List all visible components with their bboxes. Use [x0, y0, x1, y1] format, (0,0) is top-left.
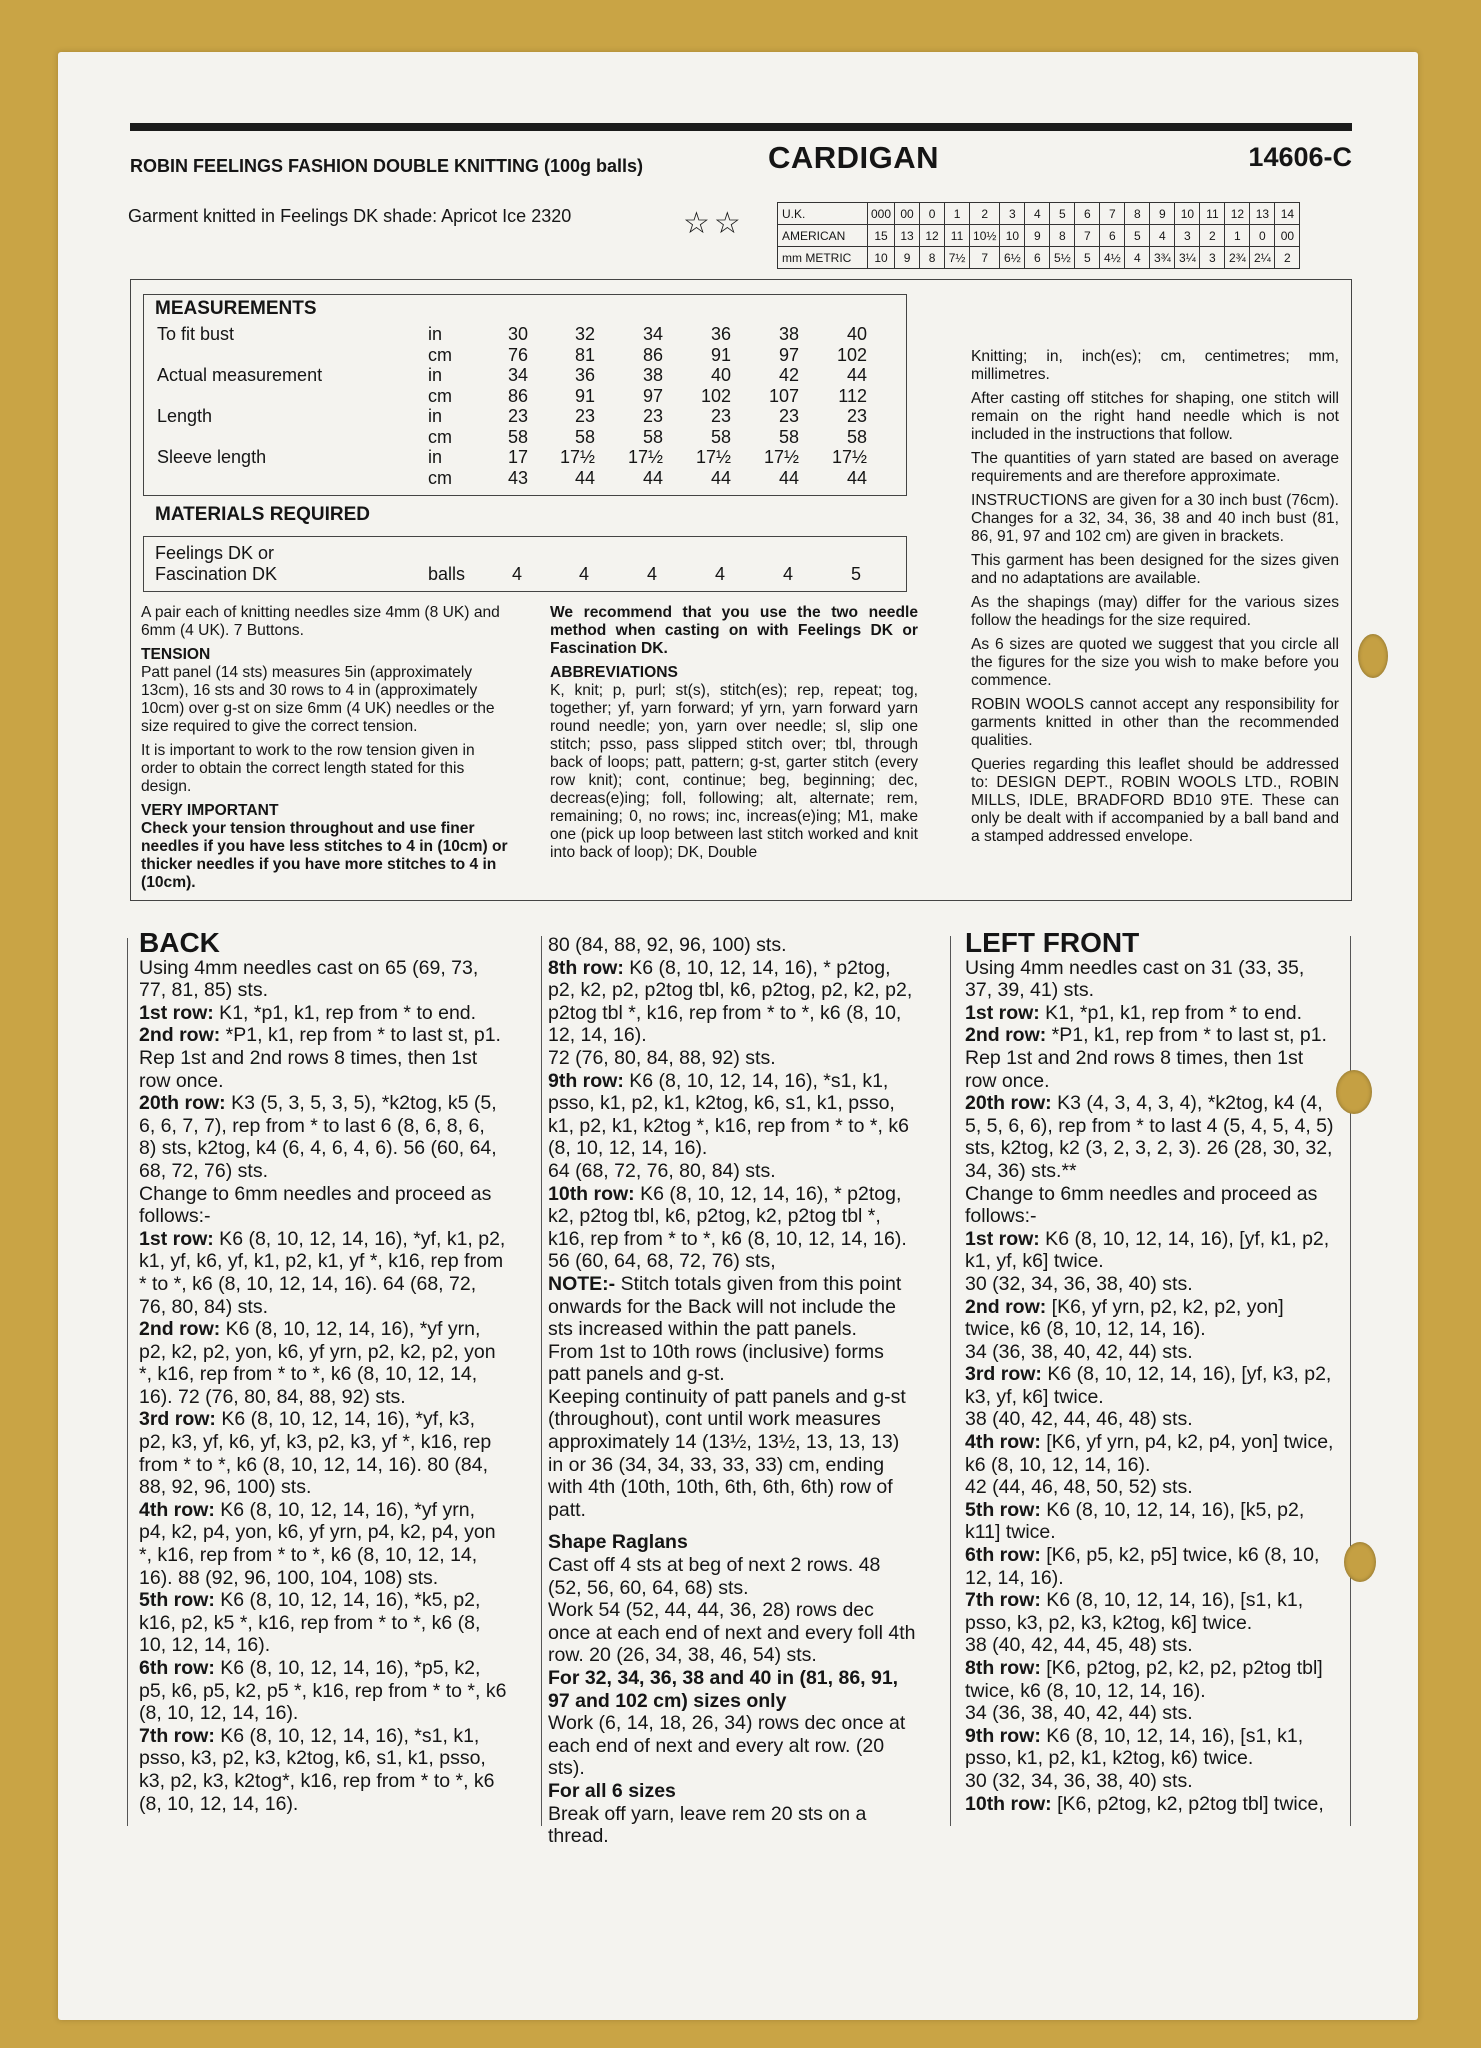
instruction-line	[965, 1589, 1335, 1634]
row-text: K6 (8, 10, 12, 14, 16), [yf, k1, p2, k1, yf, k6] twice.	[965, 1227, 1330, 1273]
instruction-line	[139, 1318, 507, 1408]
needle-table-row	[778, 203, 1300, 225]
row-text: K1, *p1, k1, rep from * to end.	[213, 1001, 477, 1024]
materials-title: MATERIALS REQUIRED	[155, 504, 370, 525]
needle-table-cell: 0	[920, 203, 945, 225]
instruction-line	[139, 1408, 507, 1498]
row-label: 1st row:	[965, 1227, 1040, 1250]
measurement-value: 91	[710, 344, 731, 365]
row-label: 9th row:	[548, 1069, 624, 1092]
measurement-unit: cm	[428, 385, 452, 406]
row-label: 8th row:	[548, 956, 624, 979]
instruction-line	[139, 1047, 507, 1092]
pattern-code: 14606-C	[1248, 142, 1352, 172]
instruction-line	[139, 1092, 507, 1182]
row-text: 80 (84, 88, 92, 96, 100) sts.	[548, 934, 787, 956]
measurement-value: 86	[642, 344, 663, 365]
row-text: 38 (40, 42, 44, 45, 48) sts.	[965, 1634, 1193, 1657]
instruction-line	[965, 1476, 1335, 1499]
needle-table-label: U.K.	[778, 203, 868, 225]
measurement-value: 86	[507, 385, 528, 406]
measurement-value: 17½	[627, 447, 663, 467]
instruction-line	[965, 1499, 1335, 1544]
left-front-section	[965, 927, 1335, 1815]
needle-table-cell: 2	[1200, 225, 1225, 247]
measurement-unit: cm	[428, 426, 452, 447]
measurement-value: 81	[574, 344, 595, 365]
row-label: 2nd row:	[965, 1024, 1047, 1047]
measurement-value: 17½	[559, 447, 595, 467]
needle-table-cell: 00	[1275, 225, 1300, 247]
measurement-value: 112	[838, 385, 867, 406]
needle-table-cell: 6	[1025, 247, 1050, 269]
row-text: Using 4mm needles cast on 31 (33, 35, 37, 39, 41) sts.	[965, 956, 1305, 1002]
needle-table-cell: 14	[1275, 203, 1300, 225]
instruction-line	[139, 1002, 507, 1025]
needle-table-cell: 5½	[1050, 247, 1075, 269]
row-text: [K6, p2tog, p2, k2, p2, p2tog tbl] twice, k6 (8, 10, 12, 14, 16).	[965, 1657, 1323, 1702]
instruction-line	[139, 1228, 507, 1318]
row-label: 20th row:	[965, 1092, 1052, 1115]
measurement-unit: in	[428, 324, 443, 344]
needle-table-cell: 2¼	[1250, 247, 1275, 269]
row-text: Rep 1st and 2nd rows 8 times, then 1st row once.	[965, 1046, 1304, 1092]
needle-table-cell: 8	[1050, 225, 1075, 247]
needle-table-cell: 00	[895, 203, 920, 225]
measurement-value: 23	[642, 406, 663, 426]
row-text: K6 (8, 10, 12, 14, 16), [s1, k1, psso, k3, p2, k3, k2tog, k6] twice.	[965, 1589, 1304, 1634]
raglans-text: Cast off 4 sts at beg of next 2 rows. 48 (52, 56, 60, 64, 68) sts.	[548, 1554, 881, 1599]
row-label: 1st row:	[139, 1001, 214, 1024]
instruction-line	[965, 1002, 1335, 1025]
instruction-line	[548, 957, 918, 1047]
abbreviations-heading: ABBREVIATIONS	[550, 664, 678, 681]
instruction-line	[965, 1092, 1335, 1182]
materials-value: 4	[647, 564, 658, 584]
row-text: 30 (32, 34, 36, 38, 40) sts.	[965, 1769, 1193, 1792]
row-text: 64 (68, 72, 76, 80, 84) sts.	[548, 1159, 776, 1182]
sizes-heading: For 32, 34, 36, 38 and 40 in (81, 86, 91, 97 and 102 cm) sizes only	[548, 1667, 899, 1712]
row-label: 7th row:	[139, 1724, 215, 1747]
measurement-value: 58	[710, 426, 731, 447]
needle-table-cell: 8	[920, 247, 945, 269]
needle-table-cell: 13	[1250, 203, 1275, 225]
needle-table-cell: 5	[1075, 247, 1100, 269]
instruction-line	[139, 1589, 507, 1657]
column-divider	[541, 936, 542, 1826]
needle-table-cell: 10	[1175, 203, 1200, 225]
needle-table-cell: 10	[1000, 225, 1025, 247]
row-label: 10th row:	[965, 1792, 1052, 1815]
needle-table-cell: 8	[1125, 203, 1150, 225]
instruction-line	[965, 1431, 1335, 1476]
note-instructions: INSTRUCTIONS are given for a 30 inch bust (76cm). Changes for a 32, 34, 36, 38 and 40 inch bust (81, 86, 91, 97 and 102 cm) are given in brackets.	[971, 492, 1339, 545]
measurement-value: 58	[507, 426, 528, 447]
needle-table-cell: 5	[1050, 203, 1075, 225]
needle-table-cell: 0	[1250, 225, 1275, 247]
needle-table-cell: 4	[1150, 225, 1175, 247]
needle-table-cell: 9	[1025, 225, 1050, 247]
measurement-value: 102	[836, 344, 867, 365]
materials-unit: balls	[428, 564, 466, 584]
materials-value: 5	[851, 564, 862, 584]
needles-text: A pair each of knitting needles size 4mm (8 UK) and 6mm (4 UK). 7 Buttons.	[141, 604, 500, 639]
back-section	[139, 927, 507, 1815]
measurement-value: 23	[710, 406, 731, 426]
measurement-value: 23	[778, 406, 799, 426]
very-important-heading: VERY IMPORTANT	[141, 802, 279, 819]
left-front-title: LEFT FRONT	[965, 927, 1140, 958]
instruction-line	[965, 1296, 1335, 1341]
note-sizes: This garment has been designed for the sizes given and no adaptations are available.	[971, 552, 1339, 587]
needle-table-cell: 3¾	[1150, 247, 1175, 269]
needle-table-cell: 2	[1275, 247, 1300, 269]
measurement-value: 38	[778, 324, 799, 344]
instruction-line	[965, 1702, 1335, 1725]
instruction-line	[965, 1793, 1335, 1816]
needle-table-row	[778, 225, 1300, 247]
measurement-value: 17½	[763, 447, 799, 467]
row-label: 3rd row:	[139, 1408, 216, 1431]
materials-value: 4	[783, 564, 794, 584]
measurement-value: 38	[642, 365, 663, 385]
measurement-unit: in	[428, 365, 443, 385]
measurement-value: 58	[846, 426, 867, 447]
row-text: Keeping continuity of patt panels and g-st (throughout), cont until work measures approximately 14 (13½, 13½, 13, 13, 13) in or 36 (34, 34, 33, 33, 33) cm, ending with 4th (10th, 10th, 6th, 6th, 6th) row of patt.	[548, 1385, 906, 1521]
row-label: 6th row:	[965, 1544, 1041, 1567]
instruction-line	[139, 1657, 507, 1725]
note-quantities: The quantities of yarn stated are based on average requirements and are therefore approximate.	[971, 450, 1339, 485]
needle-table-cell: 11	[1200, 203, 1225, 225]
instruction-line	[139, 1183, 507, 1228]
row-text: K3 (5, 3, 5, 3, 5), *k2tog, k5 (5, 6, 6, 7, 7), rep from * to last 6 (8, 6, 8, 6, 8) sts, k2tog, k4 (6, 4, 6, 4, 6). 56 (60, 64, 68, 72, 76) sts.	[139, 1092, 497, 1182]
row-text: 34 (36, 38, 40, 42, 44) sts.	[965, 1702, 1193, 1725]
needle-table-cell: 9	[1150, 203, 1175, 225]
abbreviations-text: K, knit; p, purl; st(s), stitch(es); rep, repeat; tog, together; yf, yarn forward; yf yrn, yarn forward yarn round needle; yon, yarn over needle; sl, slip one stitch; psso, pass slipped stitch over; tbl, through back of loops; patt, pattern; g-st, garter stitch (every row knit); cont, continue; beg, beginning; dec, decreas(e)ing; foll, following; alt, alternate; rem, remaining; 0, no rows; inc, increas(e)ing; M1, make one (pick up loop between last stitch worked and knit into back of loop); DK, Double	[550, 682, 918, 861]
instruction-line	[965, 957, 1335, 1002]
column-abbreviations	[550, 604, 918, 868]
column-notes	[971, 348, 1339, 852]
measurement-value: 36	[710, 324, 731, 344]
measurement-value: 44	[846, 467, 867, 488]
measurement-value: 17½	[831, 447, 867, 467]
row-text: *P1, k1, rep from * to last st, p1.	[220, 1024, 501, 1047]
raglans-text: Work 54 (52, 44, 44, 36, 28) rows dec once at each end of next and every foll 4th row. 20 (26, 34, 38, 46, 54) sts.	[548, 1599, 916, 1667]
measurement-value: 97	[778, 344, 799, 365]
tension-heading: TENSION	[141, 646, 211, 663]
row-tension-text: It is important to work to the row tension given in order to obtain the correct length stated for this design.	[141, 742, 475, 795]
instruction-line	[965, 1047, 1335, 1092]
instruction-line	[548, 1047, 918, 1070]
row-text: K1, *p1, k1, rep from * to end.	[1039, 1001, 1303, 1024]
instruction-line	[139, 1499, 507, 1589]
instruction-line	[548, 1183, 918, 1273]
row-text: Rep 1st and 2nd rows 8 times, then 1st row once.	[139, 1046, 478, 1092]
needle-table-cell: 4	[1125, 247, 1150, 269]
measurement-unit: cm	[428, 467, 452, 488]
rating-stars-icon: ☆☆	[683, 207, 745, 240]
row-text: 38 (40, 42, 44, 46, 48) sts.	[965, 1408, 1193, 1431]
needle-table-cell: 3¼	[1175, 247, 1200, 269]
row-text: K6 (8, 10, 12, 14, 16), *k5, p2, k16, p2, k5 *, k16, rep from * to *, k6 (8, 10, 12, 14, 16).	[139, 1589, 481, 1657]
instruction-line	[965, 1363, 1335, 1408]
instruction-line	[548, 1070, 918, 1160]
needle-table-cell: 4½	[1100, 247, 1125, 269]
measurement-value: 44	[642, 467, 663, 488]
needle-table-row	[778, 247, 1300, 269]
measurement-value: 44	[574, 467, 595, 488]
needle-table-cell: 11	[945, 225, 970, 247]
measurement-label: Length	[157, 406, 213, 426]
row-text: From 1st to 10th rows (inclusive) forms patt panels and g-st.	[548, 1340, 884, 1386]
needle-table-cell: 13	[895, 225, 920, 247]
row-text: [K6, p5, k2, p5] twice, k6 (8, 10, 12, 14, 16).	[965, 1544, 1320, 1589]
shade-line: Garment knitted in Feelings DK shade: Apricot Ice 2320	[128, 206, 572, 226]
needle-table-cell: 1	[1225, 225, 1250, 247]
row-text: K6 (8, 10, 12, 14, 16), [yf, k3, p2, k3, yf, k6] twice.	[965, 1363, 1332, 1408]
row-label: 4th row:	[965, 1431, 1041, 1454]
all-sizes-text: Break off yarn, leave rem 20 sts on a thread.	[548, 1802, 867, 1848]
needle-conversion-table	[777, 202, 1300, 269]
measurement-value: 58	[574, 426, 595, 447]
measurement-value: 76	[507, 344, 528, 365]
needle-table-cell: 7	[1100, 203, 1125, 225]
row-text: K6 (8, 10, 12, 14, 16), *yf yrn, p2, k2, p2, yon, k6, yf yrn, p2, k2, p2, yon *, k16, rep from * to *, k6 (8, 10, 12, 14, 16). 72 (76, 80, 84, 88, 92) sts.	[139, 1318, 496, 1408]
row-label: 10th row:	[548, 1182, 635, 1205]
row-text: [K6, p2tog, k2, p2tog tbl] twice,	[1051, 1792, 1324, 1815]
needle-table-cell: 6	[1100, 225, 1125, 247]
materials-line2: Fascination DK	[155, 564, 278, 584]
shape-raglans-heading: Shape Raglans	[548, 1531, 688, 1554]
instruction-line	[965, 1341, 1335, 1364]
row-label: NOTE:-	[548, 1272, 616, 1295]
instruction-line	[139, 1725, 507, 1815]
measurement-unit: in	[428, 406, 443, 426]
row-label: 1st row:	[965, 1001, 1040, 1024]
measurement-value: 30	[507, 324, 528, 344]
measurement-value: 17	[507, 447, 528, 467]
needle-table-cell: 7	[970, 247, 1000, 269]
row-text: K6 (8, 10, 12, 14, 16), *yf, k3, p2, k3, yf, k6, yf, k3, p2, k3, yf *, k16, rep from * to *, k6 (8, 10, 12, 14, 16). 80 (84, 88, 92, 96, 100) sts.	[139, 1408, 492, 1499]
row-text: Change to 6mm needles and proceed as follows:-	[965, 1182, 1318, 1228]
row-text: K6 (8, 10, 12, 14, 16), [k5, p2, k11] twice.	[965, 1498, 1305, 1544]
row-text: K6 (8, 10, 12, 14, 16), *s1, k1, psso, k3, p2, k3, k2tog, k6, s1, k1, psso, k3, p2, k3, k2tog*, k16, rep from * to *, k6 (8, 10, 12, 14, 16).	[139, 1724, 495, 1815]
measurement-value: 32	[574, 324, 595, 344]
instruction-line	[965, 1273, 1335, 1296]
needle-table-cell: 7	[1075, 225, 1100, 247]
materials-value: 4	[579, 564, 590, 584]
row-text: K6 (8, 10, 12, 14, 16), [s1, k1, psso, k1, p2, k1, k2tog, k6) twice.	[965, 1724, 1304, 1770]
row-text: 42 (44, 46, 48, 50, 52) sts.	[965, 1476, 1193, 1499]
row-text: K3 (4, 3, 4, 3, 4), *k2tog, k4 (4, 5, 5, 6, 6), rep from * to last 4 (5, 4, 5, 4, 5) sts, k2tog, k2 (3, 2, 3, 2, 3). 26 (28, 30, 32, 34, 36) sts.**	[965, 1092, 1334, 1182]
column-divider	[127, 938, 128, 1826]
measurement-value: 23	[846, 406, 867, 426]
row-text: *P1, k1, rep from * to last st, p1.	[1046, 1024, 1327, 1047]
measurements-title: MEASUREMENTS	[155, 298, 317, 319]
instruction-line	[965, 1634, 1335, 1657]
measurement-value: 107	[768, 385, 799, 406]
instruction-line	[548, 1160, 918, 1183]
needle-table-cell: 10½	[970, 225, 1000, 247]
measurement-value: 58	[642, 426, 663, 447]
instruction-line	[548, 1273, 918, 1341]
measurement-unit: cm	[428, 344, 452, 365]
sizes-text: Work (6, 14, 18, 26, 34) rows dec once at each end of next and every alt row. (20 sts).	[548, 1712, 906, 1780]
measurement-value: 34	[642, 324, 663, 344]
needle-table-cell: 12	[1225, 203, 1250, 225]
instruction-line	[965, 1183, 1335, 1228]
row-label: 3rd row:	[965, 1363, 1042, 1386]
measurement-value: 23	[574, 406, 595, 426]
measurement-label: To fit bust	[157, 324, 235, 344]
header	[130, 140, 1352, 180]
instruction-line	[548, 1341, 918, 1386]
note-casting-off: After casting off stitches for shaping, one stitch will remain on the right hand needle which is not included in the instructions that follow.	[971, 390, 1339, 443]
needle-table-cell: 10	[868, 247, 895, 269]
row-label: 1st row:	[139, 1227, 214, 1250]
row-text: K6 (8, 10, 12, 14, 16), * p2tog, k2, p2tog tbl, k6, p2tog, k2, p2tog tbl *, k16, rep from * to *, k6 (8, 10, 12, 14, 16). 56 (60, 64, 68, 72, 76) sts,	[548, 1182, 907, 1273]
measurement-value: 102	[700, 385, 731, 406]
row-text: K6 (8, 10, 12, 14, 16), *s1, k1, psso, k1, p2, k1, k2tog, k6, s1, k1, psso, k1, p2, k1, k2tog *, k16, rep from * to *, k6 (8, 10, 12, 14, 16).	[548, 1069, 909, 1160]
row-text: Stitch totals given from this point onwards for the Back will not include the sts increased within the patt panels.	[548, 1272, 902, 1341]
row-label: 8th row:	[965, 1657, 1041, 1679]
note-shapings: As the shapings (may) differ for the various sizes follow the headings for the size required.	[971, 594, 1339, 629]
very-important-text: Check your tension throughout and use finer needles if you have less stitches to 4 in (10cm) or thicker needles if you have more stitches to 4 in (10cm).	[141, 820, 508, 891]
brand-line: ROBIN FEELINGS FASHION DOUBLE KNITTING (100g balls)	[130, 156, 644, 176]
header-rule	[130, 123, 1352, 131]
needle-table-cell: 3	[1175, 225, 1200, 247]
instruction-line	[965, 1024, 1335, 1047]
row-label: 5th row:	[139, 1589, 215, 1612]
measurement-value: 58	[778, 426, 799, 447]
instruction-line	[965, 1408, 1335, 1431]
tension-text: Patt panel (14 sts) measures 5in (approximately 13cm), 16 sts and 30 rows to 4 in (approximately 10cm) over g-st on size 6mm (4 UK) needles or the size required to give the correct tension.	[141, 664, 495, 735]
back-title: BACK	[139, 927, 220, 958]
instruction-line	[139, 957, 507, 1002]
measurement-value: 44	[846, 365, 867, 385]
column-divider	[950, 936, 951, 1826]
row-text: K6 (8, 10, 12, 14, 16), *yf, k1, p2, k1, yf, k6, yf, k1, p2, k1, yf *, k16, rep from * to *, k6 (8, 10, 12, 14, 16). 64 (68, 72, 76, 80, 84) sts.	[139, 1227, 506, 1318]
needle-table-cell: 1	[945, 203, 970, 225]
row-label: 5th row:	[965, 1498, 1041, 1521]
measurement-value: 23	[507, 406, 528, 426]
needle-table-cell: 12	[920, 225, 945, 247]
instruction-line	[139, 1024, 507, 1047]
instruction-line	[965, 1725, 1335, 1770]
instruction-line	[965, 1770, 1335, 1793]
needle-table-cell: 2	[970, 203, 1000, 225]
note-queries: Queries regarding this leaflet should be addressed to: DESIGN DEPT., ROBIN WOOLS LTD., ROBIN MILLS, IDLE, BRADFORD BD10 9TE. These can only be dealt with if accompanied by a ball band and a stamped addressed envelope.	[971, 756, 1339, 845]
needle-table-cell: 000	[868, 203, 895, 225]
materials-value: 4	[512, 564, 523, 584]
row-label: 4th row:	[139, 1498, 215, 1521]
row-label: 9th row:	[965, 1724, 1041, 1747]
needle-table-cell: 9	[895, 247, 920, 269]
needle-table-cell: 6½	[1000, 247, 1025, 269]
row-text: K6 (8, 10, 12, 14, 16), * p2tog, p2, k2, p2, p2tog tbl, k6, p2tog, p2, k2, p2, p2tog tbl *, k16, rep from * to *, k6 (8, 10, 12, 14, 16).	[548, 956, 913, 1047]
needle-table-cell: 5	[1125, 225, 1150, 247]
instruction-line	[965, 1228, 1335, 1273]
measurement-value: 91	[574, 385, 595, 406]
needle-table-cell: 3	[1000, 203, 1025, 225]
measurement-value: 42	[778, 365, 799, 385]
row-text: 72 (76, 80, 84, 88, 92) sts.	[548, 1046, 776, 1069]
needle-table-cell: 3	[1200, 247, 1225, 269]
measurement-value: 36	[574, 365, 595, 385]
instruction-line	[548, 1386, 918, 1522]
materials-line1: Feelings DK or	[155, 543, 275, 563]
row-text: [K6, yf yrn, p4, k2, p4, yon] twice, k6 (8, 10, 12, 14, 16).	[965, 1431, 1334, 1476]
measurement-label: Sleeve length	[157, 447, 267, 467]
row-label: 6th row:	[139, 1657, 215, 1679]
needle-table-cell: 6	[1075, 203, 1100, 225]
instruction-line	[965, 1544, 1335, 1589]
measurement-value: 97	[642, 385, 663, 406]
column-needles	[141, 604, 509, 898]
materials-value: 4	[715, 564, 726, 584]
instruction-line	[548, 934, 918, 957]
row-text: Change to 6mm needles and proceed as follows:-	[139, 1182, 492, 1228]
note-circle: As 6 sizes are quoted we suggest that you circle all the figures for the size you wish to make before you commence.	[971, 636, 1339, 689]
punch-hole	[1336, 1070, 1372, 1114]
needle-table-cell: 7½	[945, 247, 970, 269]
measurement-value: 40	[846, 324, 867, 344]
measurement-unit: in	[428, 447, 443, 467]
note-units: Knitting; in, inch(es); cm, centimetres; mm, millimetres.	[971, 348, 1339, 383]
row-label: 20th row:	[139, 1092, 226, 1115]
row-text: K6 (8, 10, 12, 14, 16), *yf yrn, p4, k2, p4, yon, k6, yf yrn, p4, k2, p4, yon *, k16, rep from * to *, k6 (8, 10, 12, 14, 16). 88 (92, 96, 100, 104, 108) sts.	[139, 1498, 496, 1589]
punch-hole	[1344, 1542, 1376, 1582]
measurement-value: 17½	[695, 447, 731, 467]
row-text: 30 (32, 34, 36, 38, 40) sts.	[965, 1272, 1193, 1295]
measurement-value: 40	[710, 365, 731, 385]
note-responsibility: ROBIN WOOLS cannot accept any responsibility for garments knitted in other than the recommended qualities.	[971, 696, 1339, 749]
recommendation-text: We recommend that you use the two needle method when casting on with Feelings DK or Fascination DK.	[550, 604, 918, 657]
row-label: 7th row:	[965, 1589, 1041, 1612]
needle-table-cell: 4	[1025, 203, 1050, 225]
needle-table-cell: 15	[868, 225, 895, 247]
back-continued-section	[548, 934, 918, 1848]
measurement-label: Actual measurement	[157, 365, 323, 385]
row-text: 34 (36, 38, 40, 42, 44) sts.	[965, 1340, 1193, 1363]
measurement-value: 44	[710, 467, 731, 488]
instruction-line	[965, 1657, 1335, 1702]
needle-table-label: mm METRIC	[778, 247, 868, 269]
row-text: Using 4mm needles cast on 65 (69, 73, 77, 81, 85) sts.	[139, 956, 479, 1002]
row-label: 2nd row:	[965, 1295, 1047, 1318]
row-text: [K6, yf yrn, p2, k2, p2, yon] twice, k6 (8, 10, 12, 14, 16).	[965, 1295, 1284, 1341]
punch-hole	[1358, 634, 1388, 678]
row-text: K6 (8, 10, 12, 14, 16), *p5, k2, p5, k6, p5, k2, p5 *, k16, rep from * to *, k6 (8, 10, 12, 14, 16).	[139, 1657, 507, 1725]
row-label: 2nd row:	[139, 1318, 221, 1341]
needle-table-cell: 2¾	[1225, 247, 1250, 269]
needle-table-label: AMERICAN	[778, 225, 868, 247]
measurement-value: 34	[507, 365, 528, 385]
measurement-value: 44	[778, 467, 799, 488]
measurement-value: 43	[507, 467, 528, 488]
page-title: CARDIGAN	[768, 140, 940, 175]
all-sizes-heading: For all 6 sizes	[548, 1779, 676, 1802]
row-label: 2nd row:	[139, 1024, 221, 1047]
